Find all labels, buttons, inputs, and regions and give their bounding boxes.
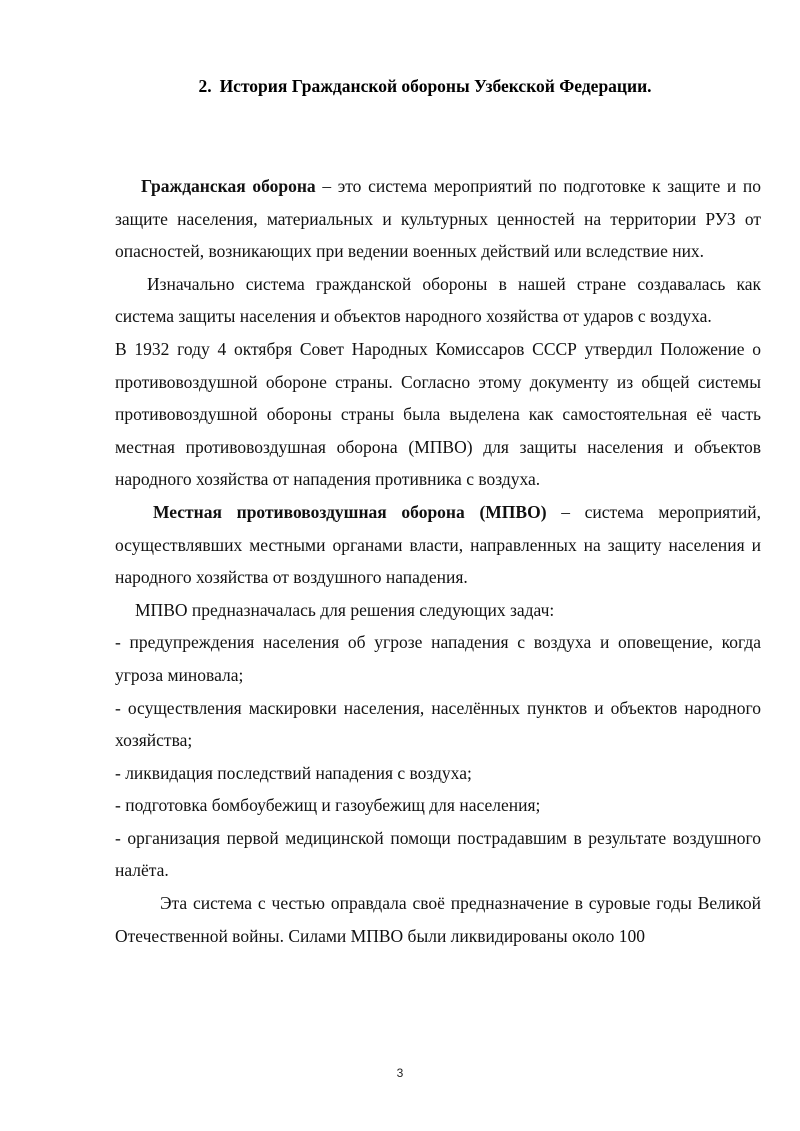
paragraph-1932-regulation: В 1932 году 4 октября Совет Народных Комиссаров СССР утвердил Положение о противовоздушной обороне страны. Согласно этому документу из общей системы противовоздушной обороны страны была выделена как самостоятельная её часть местная противовоздушная оборона (МПВО) для защиты населения и объектов народного хозяйства от нападения противника с воздуха.	[115, 338, 761, 490]
list-item: - подготовка бомбоубежищ и газоубежищ для населения;	[115, 795, 541, 816]
list-item: - осуществления маскировки населения, населённых пунктов и объектов народного хозяйства;	[115, 697, 761, 751]
definition-text: – это система мероприятий по подготовке к защите и по защите населения, материальных и культурных ценностей на территории РУЗ от опасностей, возникающих при ведении военных действий или вследствие них.	[115, 176, 761, 262]
paragraph-wwii: Эта система с честью оправдала своё предназначение в суровые годы Великой Отечественной войны. Силами МПВО были ликвидированы около 100	[115, 893, 761, 946]
section-heading	[0, 76, 800, 97]
list-item: - ликвидация последствий нападения с воздуха;	[115, 762, 472, 783]
list-item: - предупреждения населения об угрозе нападения с воздуха и оповещение, когда угроза миновала;	[115, 632, 761, 685]
term-civil-defense: Гражданская оборона	[141, 176, 316, 196]
term-mpvo: Местная противовоздушная оборона (МПВО)	[153, 501, 547, 522]
paragraph-origin: Изначально система гражданской обороны в нашей стране создавалась как система защиты населения и объектов народного хозяйства от ударов с воздуха.	[115, 273, 761, 327]
body-text	[115, 170, 761, 952]
paragraph-tasks-intro: МПВО предназначалась для решения следующих задач:	[135, 599, 555, 620]
section-title: История Гражданской обороны Узбекской Федерации.	[219, 76, 652, 96]
section-number: 2.	[198, 76, 212, 96]
page-number: 3	[396, 1066, 404, 1080]
paragraph-civil-defense-definition	[115, 170, 761, 268]
mpvo-definition-text: – система мероприятий, осуществлявших местными органами власти, направленных на защиту населения и народного хозяйства от воздушного нападения.	[115, 501, 761, 588]
list-item: - организация первой медицинской помощи пострадавшим в результате воздушного налёта.	[115, 827, 761, 881]
paragraph-mpvo-definition	[115, 496, 761, 594]
